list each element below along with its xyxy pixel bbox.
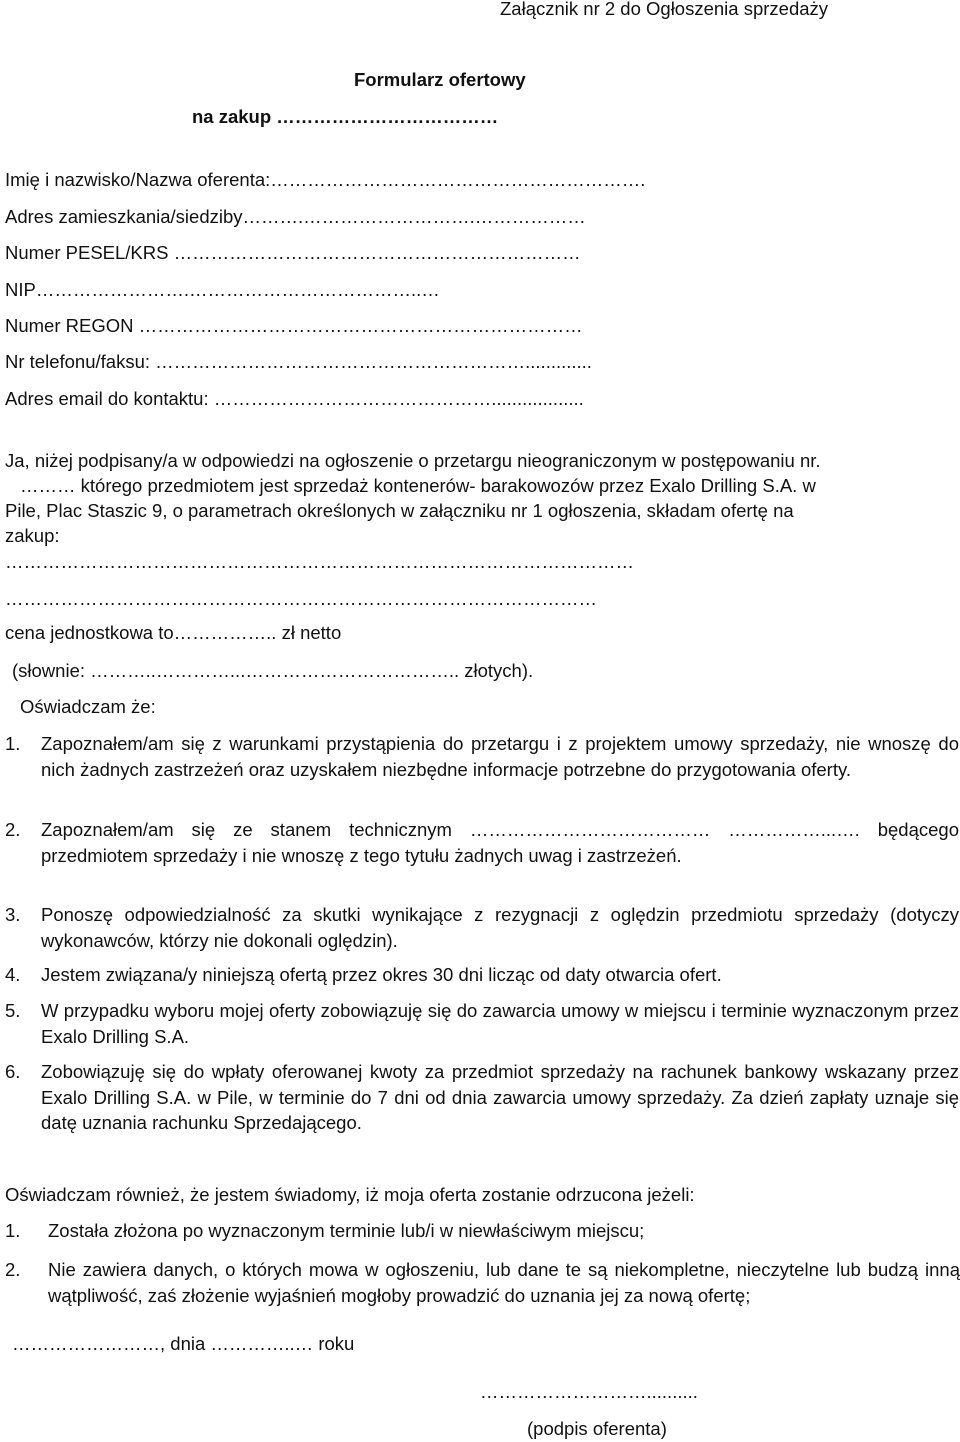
statement-text-2: Zapoznałem/am się ze stanem technicznym ………………………………… ……………...…. będącego przedmiotem sprzedaży i nie wnoszę z tego tytułu żadnych uwag i zastrzeżeń. [41, 819, 959, 866]
purchase-line: na zakup ……………………………… [192, 106, 499, 127]
rejection-number-2: 2. [5, 1259, 21, 1280]
rejection-intro: Oświadczam również, że jestem świadomy, iż moja oferta zostanie odrzucona jeżeli: [5, 1184, 695, 1205]
field-phone-fax: Nr telefonu/faksu: ……………………………………………………............. [5, 351, 592, 372]
signature-label: (podpis oferenta) [527, 1418, 667, 1439]
statement-text-4: Jestem związana/y niniejszą ofertą przez okres 30 dni licząc od daty otwarcia ofert. [41, 964, 722, 985]
field-regon: Numer REGON ……………………………………………………………… [5, 315, 583, 336]
statement-number-1: 1. [5, 733, 21, 754]
declaration-line-3: Pile, Plac Staszic 9, o parametrach określonych w załączniku nr 1 ogłoszenia, składam ofertę na [5, 500, 794, 521]
statement-number-3: 3. [5, 904, 21, 925]
dots-line-2: …………………………………………………………………………………… [5, 588, 597, 609]
rejection-number-1: 1. [5, 1220, 21, 1241]
statement-number-2: 2. [5, 819, 21, 840]
place-date-line: ……………………, dnia …………..… roku [12, 1333, 355, 1354]
field-email: Adres email do kontaktu: ……………………………………….................. [5, 388, 584, 409]
statement-heading: Oświadczam że: [20, 696, 156, 717]
statement-number-5: 5. [5, 1000, 21, 1021]
statement-text-5: W przypadku wyboru mojej oferty zobowiązuję się do zawarcia umowy w miejscu i terminie wyznaczonym przez Exalo Drilling S.A. [41, 1000, 959, 1047]
statement-number-6: 6. [5, 1061, 21, 1082]
form-title: Formularz ofertowy [354, 69, 526, 90]
statement-text-3: Ponoszę odpowiedzialność za skutki wynikające z rezygnacji z oględzin przedmiotu sprzedaży (dotyczy wykonawców, którzy nie dokonali oględzin). [41, 904, 959, 951]
unit-price: cena jednostkowa to…………….. zł netto [5, 622, 342, 643]
statement-number-4: 4. [5, 964, 21, 985]
statement-text-6: Zobowiązuję się do wpłaty oferowanej kwoty za przedmiot sprzedaży na rachunek bankowy wskazany przez Exalo Drilling S.A. w Pile, w terminie do 7 dni od dnia zawarcia umowy sprzedaży. Za dzień zapłaty uznaje się datę uznania rachunku Sprzedającego. [41, 1061, 959, 1133]
declaration-line-2: ……… którego przedmiotem jest sprzedaż kontenerów- barakowozów przez Exalo Drilling S.A. w [20, 475, 816, 496]
statement-text-1: Zapoznałem/am się z warunkami przystąpienia do przetargu i z projektem umowy sprzedaży, nie wnoszę do nich żadnych zastrzeżeń oraz uzyskałem niezbędne informacje potrzebne do przygotowania oferty. [41, 733, 959, 780]
declaration-line-4: zakup: [5, 525, 60, 546]
field-nip: NIP…………………….………………………………..… [5, 279, 440, 300]
declaration-line-1: Ja, niżej podpisany/a w odpowiedzi na ogłoszenie o przetargu nieograniczonym w postępowaniu nr. [5, 450, 821, 471]
field-address: Adres zamieszkania/siedziby……….……………………….……………… [5, 206, 586, 227]
field-name: Imię i nazwisko/Nazwa oferenta:……………………………………………………. [5, 169, 646, 190]
attachment-label: Załącznik nr 2 do Ogłoszenia sprzedaży [500, 0, 829, 19]
rejection-text-2: Nie zawiera danych, o których mowa w ogłoszeniu, lub dane te są niekompletne, nieczytelne lub budzą inną wątpliwość, zaś złożenie wyjaśnień mogłoby prowadzić do uznania jej za nową ofertę; [48, 1259, 960, 1306]
dots-line-1: ………………………………………………………………………………………… [5, 551, 634, 572]
field-pesel-krs: Numer PESEL/KRS ………………………………………………………… [5, 242, 581, 263]
signature-line: ……………………….......... [480, 1381, 698, 1402]
price-in-words: (słownie: ………..…………...…………………………….. złotych). [12, 660, 534, 681]
rejection-text-1: Została złożona po wyznaczonym terminie lub/i w niewłaściwym miejscu; [48, 1220, 645, 1241]
